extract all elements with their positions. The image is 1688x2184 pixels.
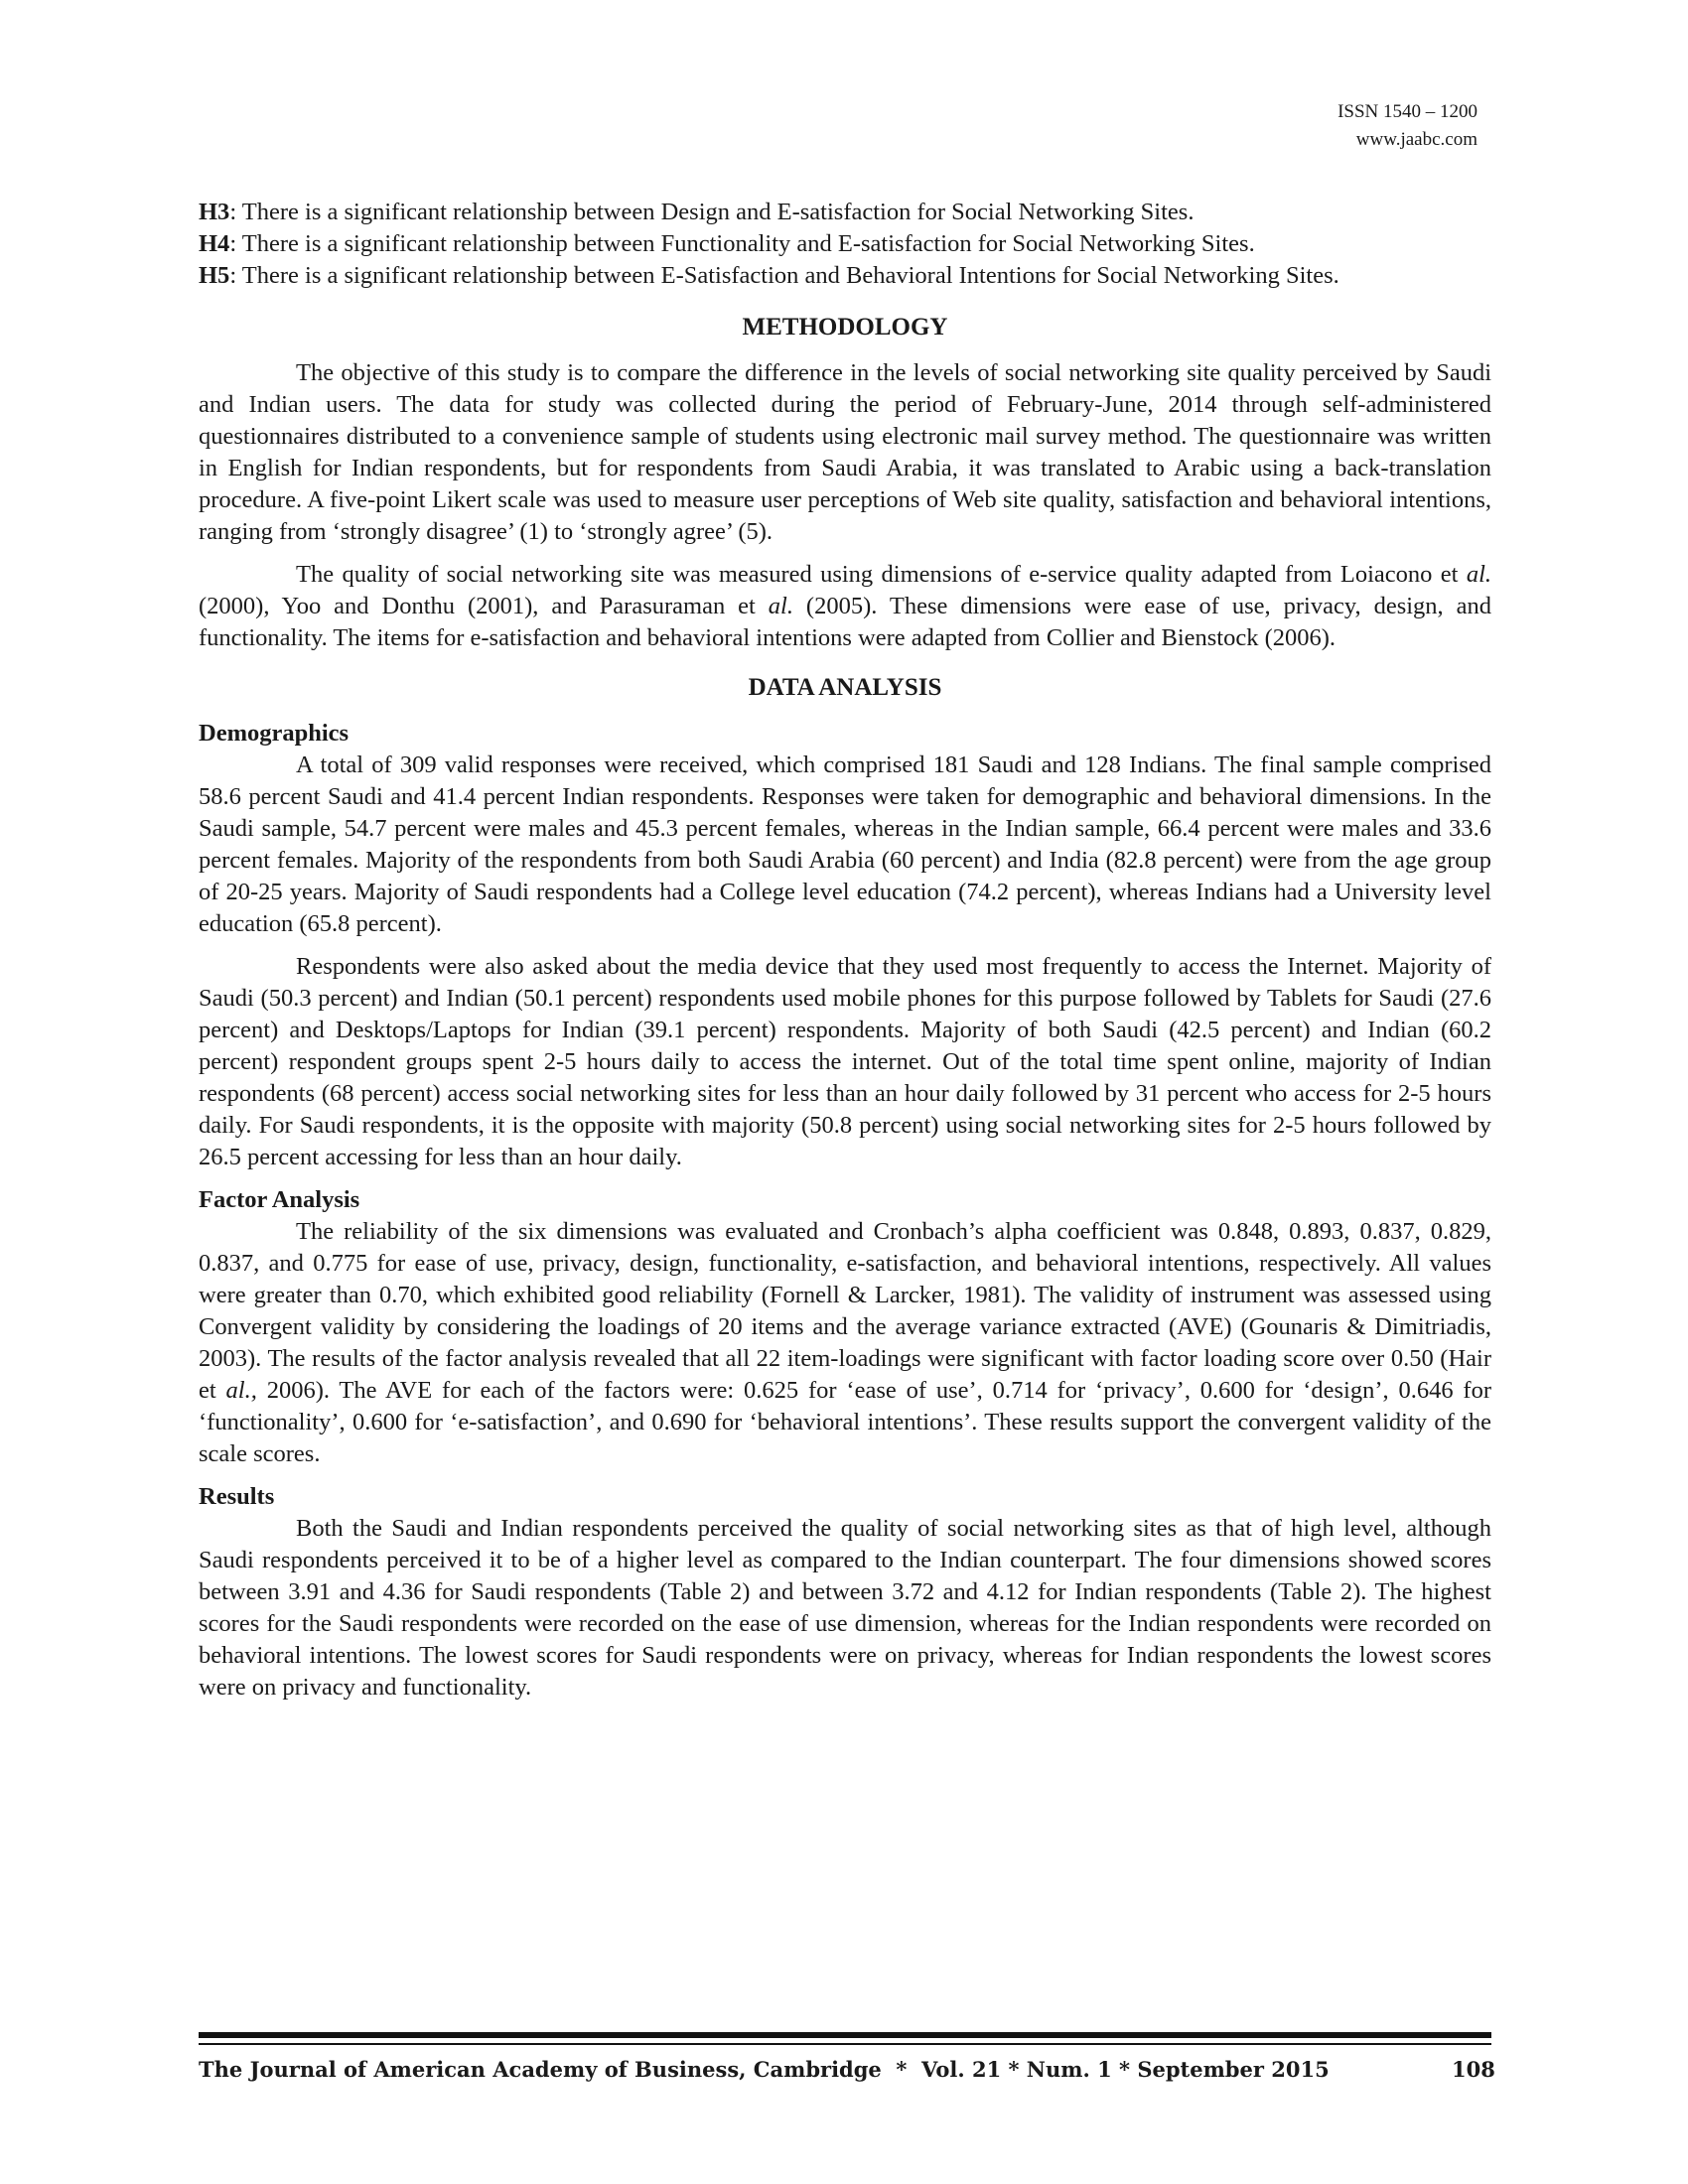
factor-analysis-subheading: Factor Analysis [199, 1186, 360, 1213]
hypothesis-label: H5 [199, 262, 230, 289]
hypothesis-label: H3 [199, 199, 230, 225]
demographics-paragraph-2: Respondents were also asked about the media device that they used most frequently to access the Internet. Majority of Saudi (50.3 percent) and Indian (50.1 percent) respondents used mobile phones for this purpose followed by Tablets for Saudi (27.6 percent) and Desktops/Laptops for Indian (39.1 percent) respondents. Majority of both Saudi (42.5 percent) and Indian (60.2 percent) respondent groups spent 2-5 hours daily to access the internet. Out of the total time spent online, majority of Indian respondents (68 percent) access social networking sites for less than an hour daily followed by 31 percent who access for 2-5 hours daily. For Saudi respondents, it is the opposite with majority (50.8 percent) using social networking sites for 2-5 hours followed by 26.5 percent accessing for less than an hour daily. [199, 953, 1491, 1170]
issn-text: ISSN 1540 – 1200 [1337, 101, 1477, 122]
hypothesis-label: H4 [199, 230, 230, 257]
footer-rule-thick [199, 2032, 1491, 2038]
journal-citation: The Journal of American Academy of Business, Cambridge * Vol. 21 * Num. 1 * September 2015 [199, 2057, 1330, 2082]
results-subheading: Results [199, 1483, 275, 1510]
hypothesis-text: : There is a significant relationship between Design and E-satisfaction for Social Networking Sites. [229, 199, 1195, 225]
footer-rule-thin [199, 2043, 1491, 2045]
hypothesis-text: : There is a significant relationship between Functionality and E-satisfaction for Social Networking Sites. [229, 230, 1255, 257]
text-span: 2006). The AVE for each of the factors were: 0.625 for ‘ease of use’, 0.714 for ‘privacy’, 0.600 for ‘design’, 0.646 for ‘functionality’, 0.600 for ‘e-satisfaction’, and 0.690 for ‘behavioral intentions’. These results support the convergent validity of the scale scores. [199, 1377, 1491, 1467]
methodology-paragraph-2 [199, 559, 1491, 654]
results-paragraph: Both the Saudi and Indian respondents perceived the quality of social networking sites as that of high level, although Saudi respondents perceived it to be of a higher level as compared to the Indian counterpart. The four dimensions showed scores between 3.91 and 4.36 for Saudi respondents (Table 2) and between 3.72 and 4.12 for Indian respondents (Table 2). The highest scores for the Saudi respondents were recorded on the ease of use dimension, whereas for the Indian respondents were recorded on behavioral intentions. The lowest scores for Saudi respondents were on privacy, whereas for Indian respondents the lowest scores were on privacy and functionality. [199, 1515, 1491, 1701]
article-body [199, 197, 1491, 1714]
hypothesis-h3 [199, 197, 1491, 228]
text-span: The quality of social networking site was measured using dimensions of e-service quality adapted from Loiacono et [296, 561, 1467, 588]
factor-analysis-paragraph [199, 1216, 1491, 1470]
website-text: www.jaabc.com [1355, 129, 1477, 150]
hypothesis-text: : There is a significant relationship between E-Satisfaction and Behavioral Intentions for Social Networking Sites. [229, 262, 1339, 289]
italic-citation: al. [1466, 561, 1491, 588]
italic-citation: al. [768, 593, 793, 619]
text-span: (2005). These dimensions were ease of use, privacy, design, and functionality. The items for e-satisfaction and behavioral intentions were adapted from Collier and Bienstock (2006). [199, 593, 1491, 651]
demographics-subheading: Demographics [199, 720, 350, 747]
italic-citation: al., [225, 1377, 257, 1404]
demographics-paragraph-1: A total of 309 valid responses were received, which comprised 181 Saudi and 128 Indians. The final sample comprised 58.6 percent Saudi and 41.4 percent Indian respondents. Responses were taken for demographic and behavioral dimensions. In the Saudi sample, 54.7 percent were males and 45.3 percent females, whereas in the Indian sample, 66.4 percent were males and 33.6 percent females. Majority of the respondents from both Saudi Arabia (60 percent) and India (82.8 percent) were from the age group of 20-25 years. Majority of Saudi respondents had a College level education (74.2 percent), whereas Indians had a University level education (65.8 percent). [199, 751, 1491, 937]
hypothesis-h5 [199, 260, 1491, 292]
methodology-heading: METHODOLOGY [742, 314, 948, 341]
page-header [1337, 98, 1477, 154]
hypothesis-h4 [199, 228, 1491, 260]
text-span: (2000), Yoo and Donthu (2001), and Parasuraman et [199, 593, 769, 619]
data-analysis-heading: DATA ANALYSIS [748, 674, 942, 701]
text-span: The reliability of the six dimensions was evaluated and Cronbach’s alpha coefficient was 0.848, 0.893, 0.837, 0.829, 0.837, and 0.775 for ease of use, privacy, design, functionality, e-satisfaction, and behavioral intentions, respectively. All values were greater than 0.70, which exhibited good reliability (Fornell & Larcker, 1981). The validity of instrument was assessed using Convergent validity by considering the loadings of 20 items and the average variance extracted (AVE) (Gounaris & Dimitriadis, 2003). The results of the factor analysis revealed that all 22 item-loadings were significant with factor loading score over 0.50 (Hair et [199, 1218, 1491, 1404]
methodology-paragraph-1: The objective of this study is to compare the difference in the levels of social networking site quality perceived by Saudi and Indian users. The data for study was collected during the period of February-June, 2014 through self-administered questionnaires distributed to a convenience sample of students using electronic mail survey method. The questionnaire was written in English for Indian respondents, but for respondents from Saudi Arabia, it was translated to Arabic using a back-translation procedure. A five-point Likert scale was used to measure user perceptions of Web site quality, satisfaction and behavioral intentions, ranging from ‘strongly disagree’ (1) to ‘strongly agree’ (5). [199, 359, 1491, 545]
page-number: 108 [1452, 2057, 1495, 2082]
